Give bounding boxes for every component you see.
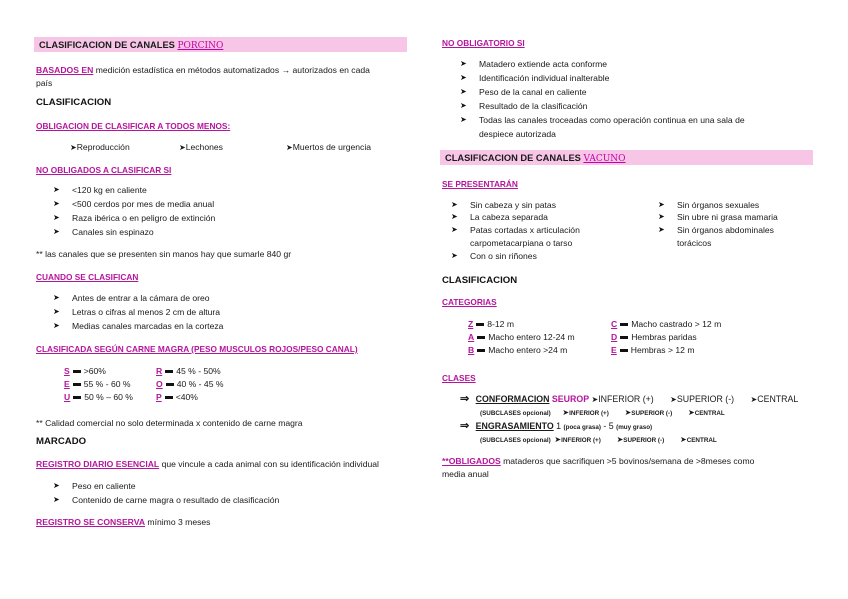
registro-label: REGISTRO DIARIO ESENCIAL xyxy=(36,459,160,469)
vacuno-header xyxy=(440,150,813,165)
presentaran-item: ➤ La cabeza separada xyxy=(470,212,548,223)
clasificacion-heading: CLASIFICACION xyxy=(36,97,112,108)
presentaran-item: ➤ Sin ubre ni grasa mamaria xyxy=(677,212,778,223)
conformacion-row: ⇒ CONFORMACION SEUROP ➤INFERIOR (+) ➤SUPERIOR (-) ➤CENTRAL xyxy=(460,393,799,405)
categoria-row: Z 8-12 m xyxy=(468,319,514,329)
presentaran-item: ➤ Sin órganos abdominales xyxy=(677,225,774,236)
vacuno-header-title: CLASIFICACION DE CANALES xyxy=(445,153,581,163)
no-obligatorio-item: ➤ Peso de la canal en caliente xyxy=(479,87,587,98)
basados-text-cont: país xyxy=(36,78,53,88)
double-arrow-icon: ⇒ xyxy=(460,393,470,405)
note-sin-manos: ** las canales que se presenten sin manos hay que sumarle 840 gr xyxy=(36,249,292,259)
conformacion-label: CONFORMACION xyxy=(475,394,550,404)
grade-row: E 55 % - 60 % xyxy=(64,379,131,389)
engrasamiento-row: ⇒ ENGRASAMIENTO 1 (poca grasa) - 5 (muy graso) xyxy=(460,420,653,432)
obligados-text-cont: media anual xyxy=(442,469,489,479)
obligacion-item: ➤Muertos de urgencia xyxy=(286,142,372,152)
categoria-row: A Macho entero 12-24 m xyxy=(468,332,575,342)
subclases-row: (SUBCLASES opcional) ➤INFERIOR (+) ➤SUPERIOR (-) ➤CENTRAL xyxy=(480,408,725,417)
registro-text: que vincule a cada animal con su identificación individual xyxy=(159,459,379,469)
subclases-row: (SUBCLASES opcional) ➤INFERIOR (+) ➤SUPERIOR (-) ➤CENTRAL xyxy=(480,435,717,444)
no-obligatorio-item: ➤ Resultado de la clasificación xyxy=(479,101,587,112)
conserva-label: REGISTRO SE CONSERVA xyxy=(36,517,146,527)
grade-row: O 40 % - 45 % xyxy=(156,379,224,389)
categoria-row: B Macho entero >24 m xyxy=(468,345,568,355)
no-obligatorio-item-cont: despiece autorizada xyxy=(479,129,556,139)
grade-row: P <40% xyxy=(156,392,198,402)
obligados-text: mataderos que sacrifiquen >5 bovinos/semana de >8meses como xyxy=(500,456,755,466)
categoria-row: C Macho castrado > 12 m xyxy=(611,319,722,329)
presentaran-item-cont: carpometacarpiana o tarso xyxy=(470,238,573,248)
obligacion-item: ➤Reproducción xyxy=(70,142,130,152)
no-obligados-item: ➤ Raza ibérica o en peligro de extinción xyxy=(72,213,215,224)
presentaran-item-cont: torácicos xyxy=(677,238,712,248)
clasificada-label: CLASIFICADA SEGÚN CARNE MAGRA (PESO MUSCULOS ROJOS/PESO CANAL) xyxy=(36,344,358,354)
conserva-line xyxy=(36,517,210,528)
seurop-label: SEUROP xyxy=(551,394,590,404)
marcado-heading: MARCADO xyxy=(36,436,87,447)
clases-label: CLASES xyxy=(442,373,476,383)
grade-row: R 45 % - 50% xyxy=(156,366,221,376)
obligacion-label: OBLIGACION DE CLASIFICAR A TODOS MENOS: xyxy=(36,121,231,131)
basados-label: BASADOS EN xyxy=(36,65,94,75)
obligacion-item: ➤Lechones xyxy=(179,142,223,152)
registro-item: ➤ Peso en caliente xyxy=(72,481,136,492)
basados-text: medición estadística en métodos automatizados → autorizados en cada xyxy=(93,65,370,75)
registro-line xyxy=(36,459,379,470)
categorias-label: CATEGORIAS xyxy=(442,297,497,307)
no-obligados-item: ➤ Canales sin espinazo xyxy=(72,227,154,238)
porcino-header-accent: PORCINO xyxy=(177,41,224,51)
presentaran-item: ➤ Sin órganos sexuales xyxy=(677,200,759,211)
presentaran-label: SE PRESENTARÁN xyxy=(442,179,518,189)
no-obligados-item: ➤ <500 cerdos por mes de media anual xyxy=(72,199,214,210)
registro-item: ➤ Contenido de carne magra o resultado de clasificación xyxy=(72,495,279,506)
no-obligados-item: ➤ <120 kg en caliente xyxy=(72,185,147,196)
no-obligatorio-item: ➤ Todas las canales troceadas como operación continua en una sala de xyxy=(479,115,745,126)
basados-line xyxy=(36,65,370,76)
grade-row: S >60% xyxy=(64,366,106,376)
cuando-item: ➤ Medias canales marcadas en la corteza xyxy=(72,321,223,332)
obligados-label: **OBLIGADOS xyxy=(442,456,501,466)
presentaran-item: ➤ Con o sin riñones xyxy=(470,251,537,262)
engrasamiento-label: ENGRASAMIENTO xyxy=(475,421,554,431)
no-obligatorio-item: ➤ Identificación individual inalterable xyxy=(479,73,609,84)
no-obligados-label: NO OBLIGADOS A CLASIFICAR SI xyxy=(36,165,172,175)
categoria-row: D Hembras paridas xyxy=(611,332,697,342)
presentaran-item: ➤ Patas cortadas x articulación xyxy=(470,225,580,236)
vacuno-header-accent: VACUNO xyxy=(583,154,626,164)
porcino-header-title: CLASIFICACION DE CANALES xyxy=(39,40,175,50)
conserva-text: mínimo 3 meses xyxy=(145,517,211,527)
cuando-item: ➤ Antes de entrar a la cámara de oreo xyxy=(72,293,210,304)
no-obligatorio-label: NO OBLIGATORIO SI xyxy=(442,38,525,48)
porcino-header xyxy=(34,37,407,52)
no-obligatorio-item: ➤ Matadero extiende acta conforme xyxy=(479,59,607,70)
cuando-label: CUANDO SE CLASIFICAN xyxy=(36,272,139,282)
clasificacion-heading-vacuno: CLASIFICACION xyxy=(442,275,518,286)
grade-row: U 50 % – 60 % xyxy=(64,392,133,402)
obligados-line xyxy=(442,456,754,467)
cuando-item: ➤ Letras o cifras al menos 2 cm de altura xyxy=(72,307,220,318)
double-arrow-icon: ⇒ xyxy=(460,420,470,432)
note-calidad: ** Calidad comercial no solo determinada x contenido de carne magra xyxy=(36,418,303,428)
presentaran-item: ➤ Sin cabeza y sin patas xyxy=(470,200,556,211)
categoria-row: E Hembras > 12 m xyxy=(611,345,695,355)
